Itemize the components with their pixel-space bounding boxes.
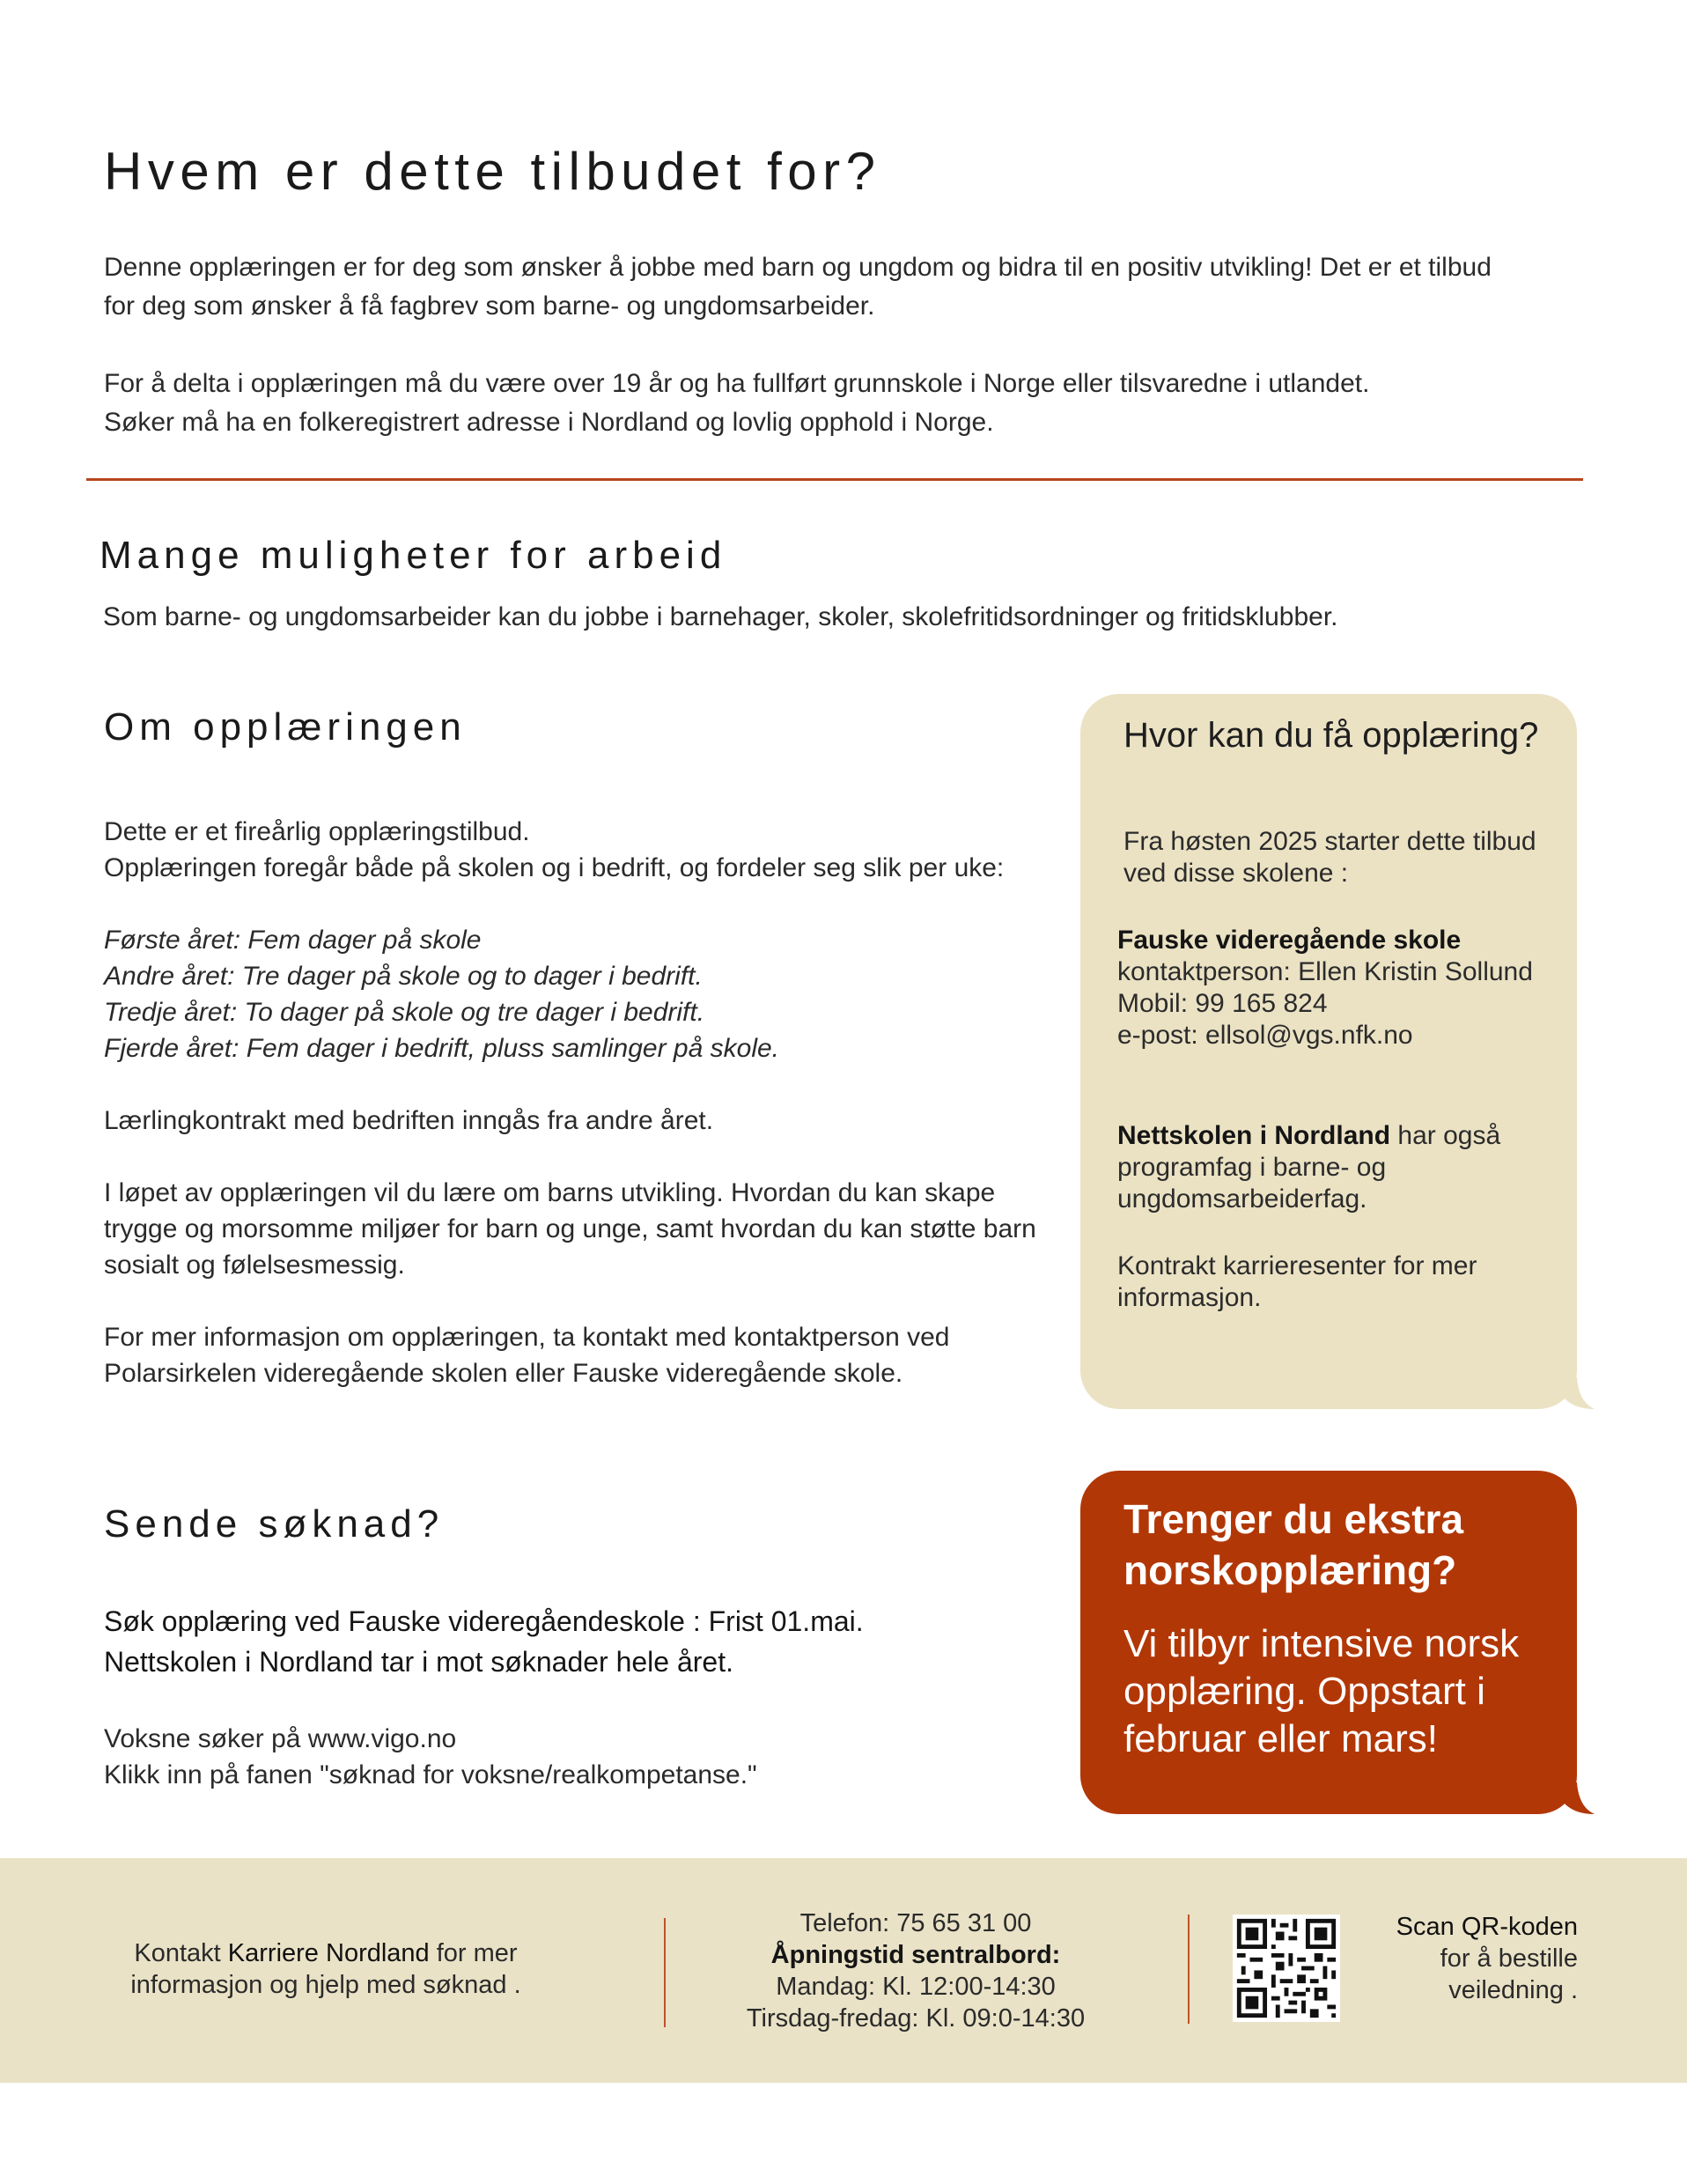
school-2-info: Nettskolen i Nordland har også programfag i barne- og ungdomsarbeiderfag.	[1117, 1121, 1501, 1214]
where-heading: Hvor kan du få opplæring?	[1123, 716, 1539, 755]
page-title: Hvem er dette tilbudet for?	[104, 142, 881, 201]
school-1-contact: Fauske videregående skole kontaktperson: Ellen Kristin Sollund Mobil: 99 165 824 e-post: ellsol@vgs.nfk.no	[1117, 925, 1575, 1051]
training-contract: Lærlingkontrakt med bedriften inngås fra andre året.	[104, 1106, 714, 1135]
training-year-2: Andre året: Tre dager på skole og to dager i bedrift.	[104, 962, 703, 991]
school-1-name: Fauske videregående skole	[1117, 926, 1462, 955]
footer-divider	[1188, 1915, 1190, 2024]
qr-code-icon[interactable]	[1233, 1915, 1340, 2022]
training-year-3: Tredje året: To dager på skole og tre dager i bedrift.	[104, 998, 705, 1027]
footer-org: Karriere Nordland	[227, 1939, 430, 1967]
training-heading: Om opplæringen	[104, 705, 467, 749]
apply-adults: Voksne søker på www.vigo.no Klikk inn på fanen "søknad for voksne/realkompetanse."	[104, 1724, 757, 1789]
training-section: Dette er et fireårlig opplæringstilbud. Opplæringen foregår både på skolen og i bedrift, og fordeler seg slik per uke: Første året: Fem dager på skole Andre året: Tre dager på skole og to dager i bedrift. Tredje året: To dager på skole og tre dager i bedrift. Fjerde året: Fem dager i bedrift, pluss samlinger på skole. Lærlingkontrakt med bedriften inngås fra andre året. I løpet av opplæringen vil du lære om barns utvikling. Hvordan du kan skape trygge og morsomme miljøer for barn og unge, samt hvordan du kan støtte barn sosialt og følelsesmessig. For mer informasjon om opplæringen, ta kontakt med kontaktperson ved Polarsirkelen videregående skolen eller Fauske videregående skole.	[104, 814, 1055, 1391]
intro-paragraph-2: For å delta i opplæringen må du være over 19 år og ha fullført grunnskole i Norge eller tilsvaredne i utlandet. Søker må ha en folkeregistrert adresse i Nordland og lovlig opphold i Norge.	[104, 369, 1370, 437]
career-center-note: Kontrakt karrieresenter for mer informasjon.	[1117, 1251, 1477, 1312]
where-intro: Fra høsten 2025 starter dette tilbud ved disse skolene :	[1123, 827, 1536, 888]
jobs-heading: Mange muligheter for arbeid	[99, 534, 727, 577]
bubble-tail-icon	[1563, 1782, 1595, 1814]
apply-heading: Sende søknad?	[104, 1502, 445, 1546]
training-year-1: Første året: Fem dager på skole	[104, 926, 482, 955]
jobs-text: Som barne- og ungdomsarbeider kan du jobbe i barnehager, skoler, skolefritidsordninger og fritidsklubber.	[103, 602, 1338, 631]
section-divider	[86, 478, 1583, 481]
apply-deadlines: Søk opplæring ved Fauske videregåendeskole : Frist 01.mai. Nettskolen i Nordland tar i mot søknader hele året.	[104, 1605, 864, 1678]
footer-divider	[664, 1918, 666, 2027]
footer-qr-text: Scan QR-koden for å bestille veiledning .	[1396, 1913, 1578, 2004]
norsk-text: Vi tilbyr intensive norsk opplæring. Oppstart i februar eller mars!	[1123, 1622, 1520, 1760]
footer-phone: Telefon: 75 65 31 00	[799, 1909, 1032, 1937]
footer-contact: Kontakt Karriere Nordland for mer informasjon og hjelp med søknad .	[130, 1939, 521, 1999]
footer-phone-hours: Telefon: 75 65 31 00 Åpningstid sentralbord: Mandag: Kl. 12:00-14:30 Tirsdag-fredag: Kl. 09:0-14:30	[704, 1907, 1127, 2034]
school-2-name: Nettskolen i Nordland	[1117, 1121, 1391, 1150]
bubble-tail-icon	[1563, 1377, 1595, 1409]
norsk-heading: Trenger du ekstra norskopplæring?	[1123, 1496, 1464, 1593]
school-1-email: e-post: ellsol@vgs.nfk.no	[1117, 1021, 1413, 1050]
training-year-4: Fjerde året: Fem dager i bedrift, pluss samlinger på skole.	[104, 1034, 780, 1063]
intro-paragraph-1: Denne opplæringen er for deg som ønsker å jobbe med barn og ungdom og bidra til en positiv utvikling! Det er et tilbud for deg som ønsker å få fagbrev som barne- og ungdomsarbeider.	[104, 253, 1492, 321]
